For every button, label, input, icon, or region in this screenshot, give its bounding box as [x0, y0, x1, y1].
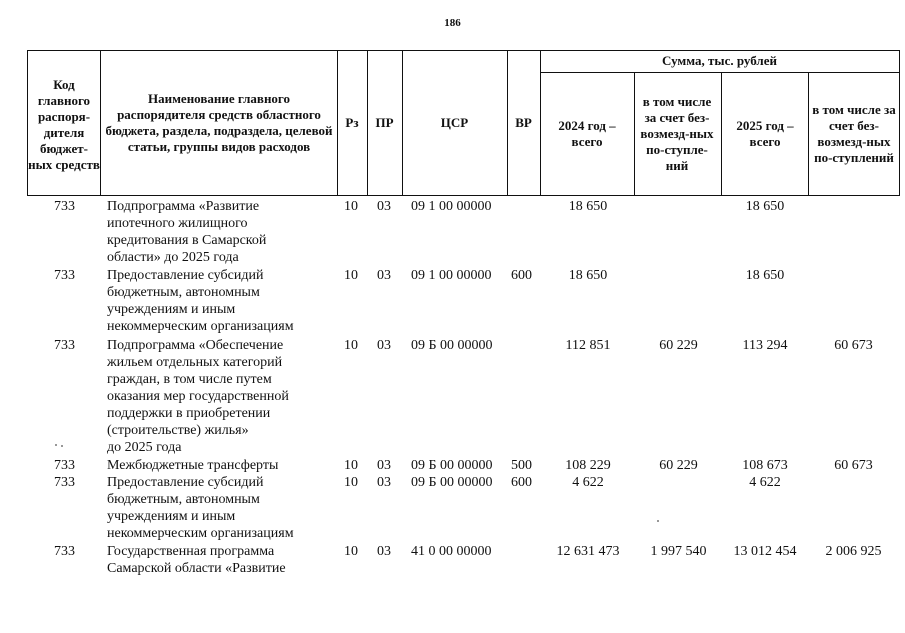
row-2024-total: 108 229 [565, 458, 611, 473]
row-2025-total: 113 294 [742, 338, 788, 353]
header-name: Наименование главного распорядителя средств областного бюджета, раздела, подраздела, целевой статьи, группы видов расходов [105, 90, 333, 154]
table-row [27, 543, 900, 577]
header-2025-total: 2025 год – всего [736, 117, 794, 149]
table-row [27, 337, 900, 457]
row-pr: 03 [377, 268, 391, 283]
row-csr: 41 0 00 00000 [411, 544, 492, 559]
table-row [27, 198, 900, 266]
table-row [27, 457, 900, 474]
row-rz: 10 [344, 544, 358, 559]
row-name: Предоставление субсидий бюджетным, автономным учреждениям и иным некоммерческим организациям [107, 475, 294, 541]
row-rz: 10 [344, 199, 358, 214]
row-code: 733 [54, 199, 75, 214]
row-name: Межбюджетные трансферты [107, 458, 279, 473]
header-2024-total: 2024 год – всего [558, 117, 616, 149]
row-2024-free: 1 997 540 [650, 544, 707, 559]
table-row [27, 267, 900, 335]
row-2024-total: 18 650 [568, 268, 608, 283]
row-pr: 03 [377, 475, 391, 490]
row-name: Предоставление субсидий бюджетным, автономным учреждениям и иным некоммерческим организациям [107, 268, 294, 334]
scan-speck [61, 445, 63, 447]
row-code: 733 [54, 338, 75, 353]
row-2024-total: 18 650 [568, 199, 608, 214]
row-2024-free: 60 229 [659, 458, 698, 473]
row-csr: 09 Б 00 00000 [411, 458, 493, 473]
row-code: 733 [54, 544, 75, 559]
row-vr: 600 [511, 268, 532, 283]
scan-speck [657, 520, 659, 522]
row-code: 733 [54, 475, 75, 490]
row-rz: 10 [344, 458, 358, 473]
row-rz: 10 [344, 268, 358, 283]
row-2024-total: 12 631 473 [556, 544, 620, 559]
header-vr: ВР [515, 114, 532, 130]
page-number: 186 [444, 17, 461, 29]
header-2024-free: в том числе за счет без-возмезд-ных по-ступле-ний [640, 93, 714, 173]
row-2025-free: 60 673 [834, 338, 873, 353]
row-pr: 03 [377, 199, 391, 214]
row-2025-total: 108 673 [742, 458, 788, 473]
row-rz: 10 [344, 475, 358, 490]
row-csr: 09 1 00 00000 [411, 268, 492, 283]
scan-speck [55, 444, 57, 446]
row-vr: 600 [511, 475, 532, 490]
header-pr: ПР [375, 114, 394, 130]
header-rz: Рз [345, 114, 359, 130]
row-2025-free: 60 673 [834, 458, 873, 473]
row-csr: 09 Б 00 00000 [411, 338, 493, 353]
row-vr: 500 [511, 458, 532, 473]
row-csr: 09 Б 00 00000 [411, 475, 493, 490]
row-2025-total: 4 622 [749, 475, 781, 490]
header-csr: ЦСР [440, 114, 469, 130]
row-2025-total: 18 650 [745, 268, 785, 283]
row-2025-total: 13 012 454 [733, 544, 797, 559]
header-2025-free: в том числе за счет без-возмезд-ных по-ступлений [812, 101, 896, 165]
row-csr: 09 1 00 00000 [411, 199, 492, 214]
row-name: Подпрограмма «Обеспечение жильем отдельных категорий граждан, в том числе путем оказания мер государственной поддержки в приобретении (строительстве) жилья» до 2025 года [107, 338, 289, 455]
row-2025-total: 18 650 [745, 199, 785, 214]
row-pr: 03 [377, 458, 391, 473]
row-code: 733 [54, 458, 75, 473]
row-2024-total: 4 622 [572, 475, 604, 490]
row-name: Государственная программа Самарской области «Развитие [107, 544, 286, 576]
row-rz: 10 [344, 338, 358, 353]
row-name: Подпрограмма «Развитие ипотечного жилищного кредитования в Самарской области» до 2025 года [107, 199, 267, 265]
row-pr: 03 [377, 338, 391, 353]
row-2024-free: 60 229 [659, 338, 698, 353]
table-header [27, 50, 900, 195]
row-code: 733 [54, 268, 75, 283]
table-row [27, 474, 900, 542]
row-2025-free: 2 006 925 [825, 544, 882, 559]
row-pr: 03 [377, 544, 391, 559]
header-code: Код главного распоря-дителя бюджет-ных средств [28, 77, 100, 172]
row-2024-total: 112 851 [565, 338, 611, 353]
header-sum: Сумма, тыс. рублей [662, 53, 777, 68]
